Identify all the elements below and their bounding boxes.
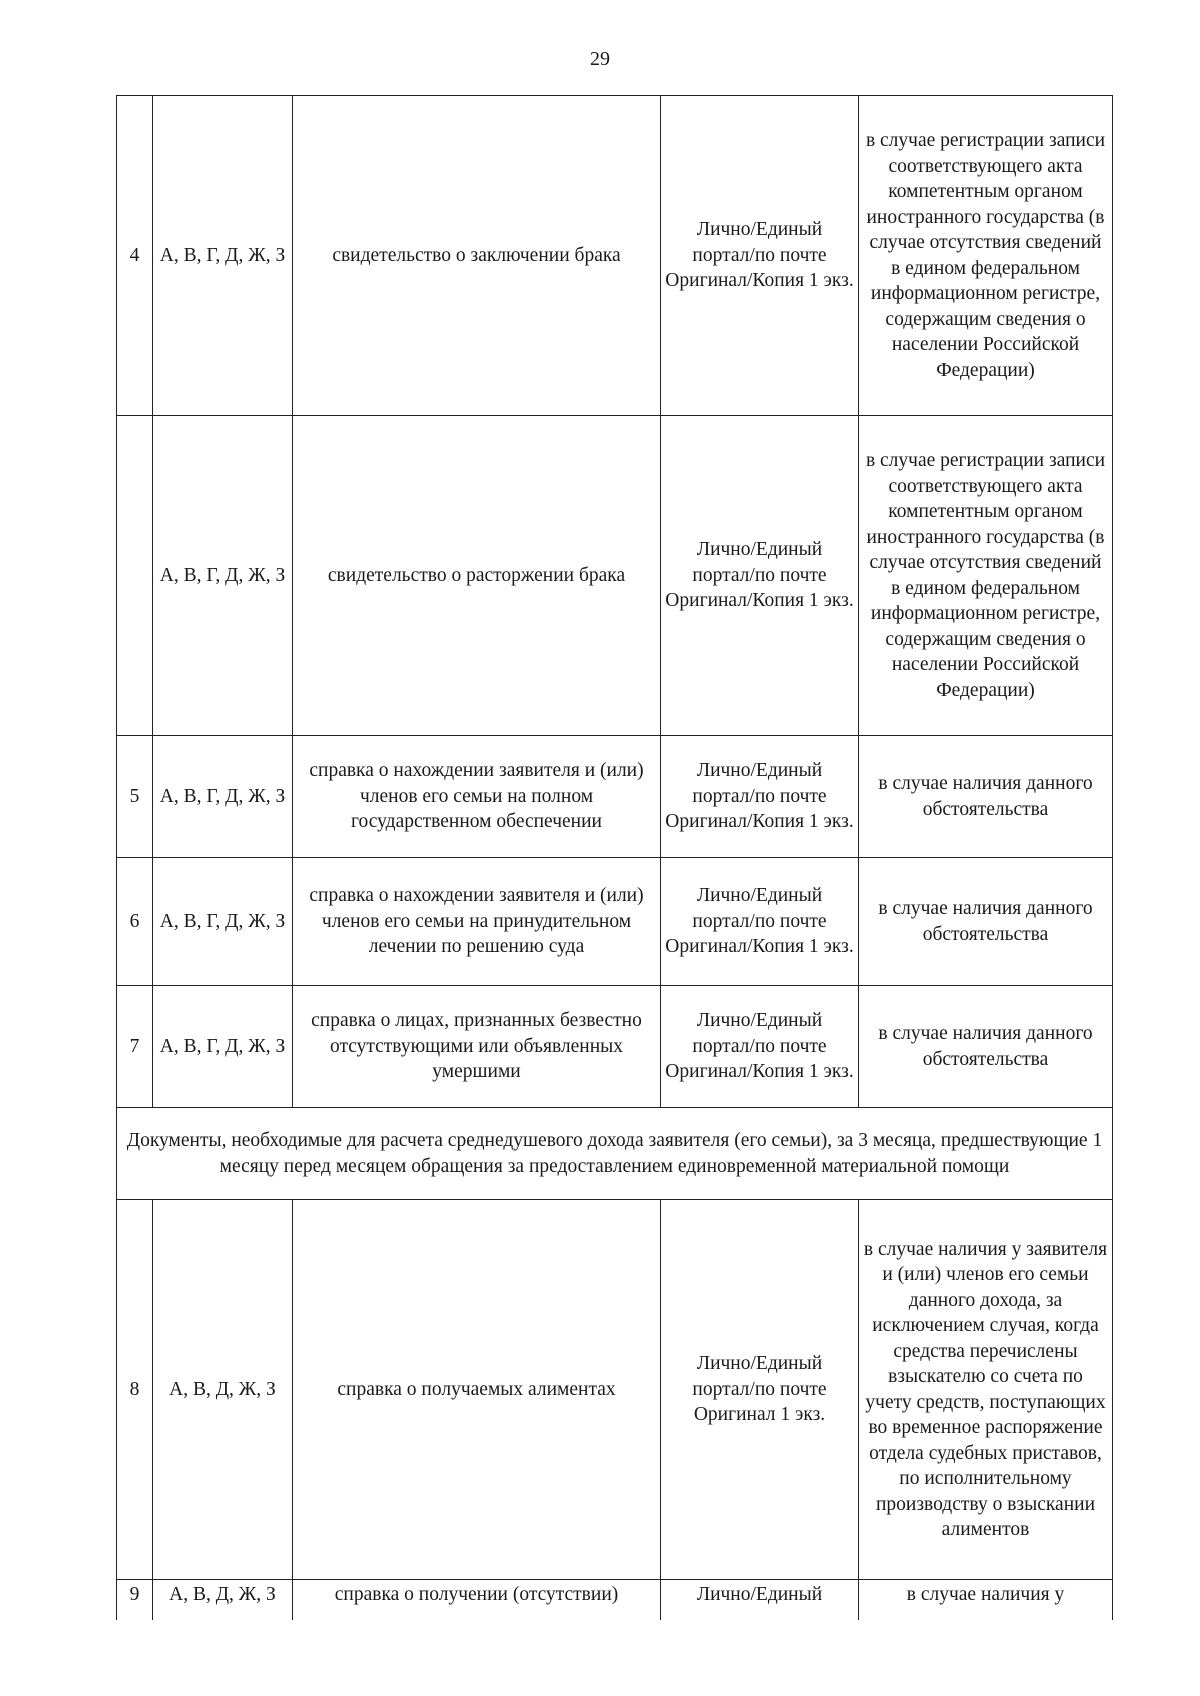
submission-condition: в случае наличия данного обстоятельства bbox=[859, 736, 1113, 858]
row-number: 8 bbox=[117, 1200, 153, 1580]
submission-method: Лично/Единый портал/по почте Оригинал/Копия 1 экз. bbox=[661, 416, 859, 736]
applicant-categories: А, В, Г, Д, Ж, З bbox=[153, 96, 293, 416]
document-name: свидетельство о расторжении брака bbox=[293, 416, 661, 736]
submission-method: Лично/Единый портал/по почте Оригинал/Копия 1 экз. bbox=[661, 858, 859, 986]
submission-condition: в случае наличия данного обстоятельства bbox=[859, 986, 1113, 1108]
applicant-categories: А, В, Д, Ж, З bbox=[153, 1580, 293, 1620]
document-name: справка о получаемых алиментах bbox=[293, 1200, 661, 1580]
applicant-categories: А, В, Г, Д, Ж, З bbox=[153, 986, 293, 1108]
row-number: 9 bbox=[117, 1580, 153, 1620]
document-name: справка о нахождении заявителя и (или) членов его семьи на полном государственном обеспечении bbox=[293, 736, 661, 858]
row-number: 4 bbox=[117, 96, 153, 416]
applicant-categories: А, В, Д, Ж, З bbox=[153, 1200, 293, 1580]
document-name: справка о получении (отсутствии) bbox=[293, 1580, 661, 1620]
submission-condition: в случае наличия данного обстоятельства bbox=[859, 858, 1113, 986]
page-number: 29 bbox=[590, 48, 610, 70]
table-row bbox=[117, 986, 1113, 1108]
submission-method: Лично/Единый портал/по почте Оригинал/Копия 1 экз. bbox=[661, 96, 859, 416]
applicant-categories: А, В, Г, Д, Ж, З bbox=[153, 736, 293, 858]
row-number: 6 bbox=[117, 858, 153, 986]
document-name: справка о нахождении заявителя и (или) членов его семьи на принудительном лечении по решению суда bbox=[293, 858, 661, 986]
submission-condition: в случае наличия у заявителя и (или) членов его семьи данного дохода, за исключением случая, когда средства перечислены взыскателю со счета по учету средств, поступающих во временное распоряжение отдела судебных приставов, по исполнительному производству о взыскании алиментов bbox=[859, 1200, 1113, 1580]
table-row bbox=[117, 1580, 1113, 1620]
submission-method: Лично/Единый портал/по почте Оригинал/Копия 1 экз. bbox=[661, 736, 859, 858]
documents-table bbox=[116, 95, 1113, 1620]
row-number bbox=[117, 416, 153, 736]
section-header-row bbox=[117, 1108, 1113, 1200]
submission-condition: в случае регистрации записи соответствующего акта компетентным органом иностранного государства (в случае отсутствия сведений в едином федеральном информационном регистре, содержащим сведения о населении Российской Федерации) bbox=[859, 416, 1113, 736]
document-name: свидетельство о заключении брака bbox=[293, 96, 661, 416]
table-row bbox=[117, 858, 1113, 986]
table-row bbox=[117, 96, 1113, 416]
table-row bbox=[117, 416, 1113, 736]
section-header: Документы, необходимые для расчета среднедушевого дохода заявителя (его семьи), за 3 месяца, предшествующие 1 месяцу перед месяцем обращения за предоставлением единовременной материальной помощи bbox=[117, 1108, 1113, 1200]
submission-condition: в случае регистрации записи соответствующего акта компетентным органом иностранного государства (в случае отсутствия сведений в едином федеральном информационном регистре, содержащим сведения о населении Российской Федерации) bbox=[859, 96, 1113, 416]
submission-method: Лично/Единый портал/по почте Оригинал 1 экз. bbox=[661, 1200, 859, 1580]
row-number: 5 bbox=[117, 736, 153, 858]
submission-condition: в случае наличия у bbox=[859, 1580, 1113, 1620]
applicant-categories: А, В, Г, Д, Ж, З bbox=[153, 416, 293, 736]
applicant-categories: А, В, Г, Д, Ж, З bbox=[153, 858, 293, 986]
table-row bbox=[117, 736, 1113, 858]
submission-method: Лично/Единый портал/по почте Оригинал/Копия 1 экз. bbox=[661, 986, 859, 1108]
submission-method: Лично/Единый bbox=[661, 1580, 859, 1620]
document-name: справка о лицах, признанных безвестно отсутствующими или объявленных умершими bbox=[293, 986, 661, 1108]
table-row bbox=[117, 1200, 1113, 1580]
row-number: 7 bbox=[117, 986, 153, 1108]
